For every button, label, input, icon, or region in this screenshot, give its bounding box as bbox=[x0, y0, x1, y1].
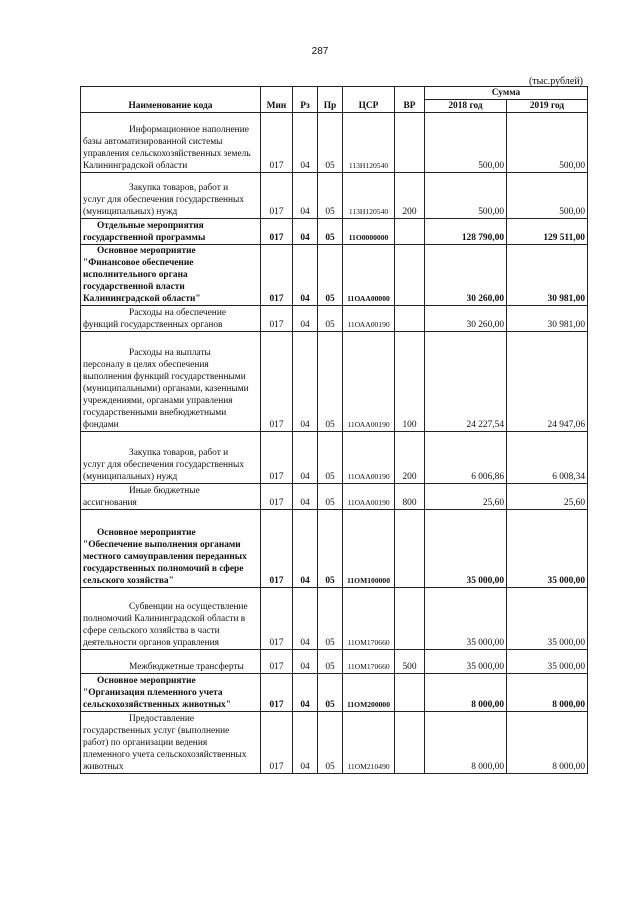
row-name bbox=[81, 712, 261, 774]
table-row bbox=[81, 113, 588, 173]
row-name-line: выполнения функций государственными bbox=[83, 372, 246, 382]
table-row bbox=[81, 674, 588, 712]
row-name bbox=[81, 173, 261, 219]
cell-min: 017 bbox=[261, 484, 293, 510]
cell-y2019: 25,60 bbox=[507, 484, 588, 510]
row-name-line: Субвенции на осуществление bbox=[129, 602, 248, 612]
cell-y2018: 30 260,00 bbox=[425, 306, 507, 332]
cell-pr: 05 bbox=[318, 113, 343, 173]
cell-vr: 800 bbox=[395, 484, 425, 510]
cell-pr: 05 bbox=[318, 712, 343, 774]
table-row bbox=[81, 484, 588, 510]
row-name-line: полномочий Калининградской области в bbox=[83, 614, 246, 624]
cell-pr: 05 bbox=[318, 306, 343, 332]
row-name-line: животных bbox=[83, 762, 124, 772]
row-name bbox=[81, 306, 261, 332]
table-row bbox=[81, 650, 588, 674]
cell-rz: 04 bbox=[293, 306, 318, 332]
row-name bbox=[81, 245, 261, 306]
row-name-line: местного самоуправления переданных bbox=[83, 552, 247, 562]
cell-vr bbox=[395, 712, 425, 774]
header-name: Наименование кода bbox=[81, 87, 261, 113]
cell-y2018: 35 000,00 bbox=[425, 650, 507, 674]
row-name-line: учреждениями, органами управления bbox=[83, 396, 233, 406]
row-name-line: деятельности органов управления bbox=[83, 638, 219, 648]
table-row bbox=[81, 173, 588, 219]
row-name-line: Основное мероприятие bbox=[97, 528, 196, 538]
cell-csr: 11ОАА00190 bbox=[343, 432, 395, 484]
row-name-line: ассигнования bbox=[83, 498, 137, 508]
cell-pr: 05 bbox=[318, 173, 343, 219]
row-name-line: (муниципальными) органами, казенными bbox=[83, 384, 249, 394]
header-vr: ВР bbox=[395, 87, 425, 113]
header-pr: Пр bbox=[318, 87, 343, 113]
cell-min: 017 bbox=[261, 674, 293, 712]
cell-pr: 05 bbox=[318, 245, 343, 306]
cell-rz: 04 bbox=[293, 113, 318, 173]
cell-pr: 05 bbox=[318, 588, 343, 650]
row-name-line: исполнительного органа bbox=[83, 270, 188, 280]
row-name-line: (муниципальных) нужд bbox=[83, 472, 178, 482]
cell-y2018: 25,60 bbox=[425, 484, 507, 510]
cell-y2018: 500,00 bbox=[425, 113, 507, 173]
header-2018: 2018 год bbox=[425, 100, 507, 113]
cell-min: 017 bbox=[261, 510, 293, 588]
cell-min: 017 bbox=[261, 650, 293, 674]
cell-pr: 05 bbox=[318, 650, 343, 674]
row-name bbox=[81, 588, 261, 650]
row-name-line: государственных полномочий в сфере bbox=[83, 564, 244, 574]
cell-min: 017 bbox=[261, 219, 293, 245]
row-name-line: Расходы на обеспечение bbox=[129, 308, 226, 318]
row-name-line: Калининградской области" bbox=[83, 294, 201, 304]
row-name bbox=[81, 510, 261, 588]
row-name-line: Межбюджетные трансферты bbox=[129, 662, 244, 672]
row-name-line: Предоставление bbox=[129, 714, 195, 724]
cell-y2019: 24 947,06 bbox=[507, 332, 588, 432]
row-name-line: государственными внебюджетными bbox=[83, 408, 227, 418]
cell-vr bbox=[395, 113, 425, 173]
cell-y2019: 30 981,00 bbox=[507, 306, 588, 332]
cell-csr: 11ОМ200000 bbox=[343, 674, 395, 712]
cell-y2018: 30 260,00 bbox=[425, 245, 507, 306]
row-name bbox=[81, 484, 261, 510]
row-name-line: государственных услуг (выполнение bbox=[83, 726, 230, 736]
table-row bbox=[81, 332, 588, 432]
header-csr: ЦСР bbox=[343, 87, 395, 113]
row-name bbox=[81, 113, 261, 173]
header-sum: Сумма bbox=[425, 87, 588, 100]
row-name-line: Основное мероприятие bbox=[97, 676, 196, 686]
units-label: (тыс.рублей) bbox=[528, 76, 583, 87]
header-min: Мин bbox=[261, 87, 293, 113]
row-name-line: Расходы на выплаты bbox=[129, 348, 211, 358]
cell-csr: 11ОМ100000 bbox=[343, 510, 395, 588]
table-header bbox=[81, 87, 588, 113]
cell-y2019: 8 000,00 bbox=[507, 674, 588, 712]
row-name-line: племенного учета сельскохозяйственных bbox=[83, 750, 247, 760]
cell-pr: 05 bbox=[318, 510, 343, 588]
table-row bbox=[81, 432, 588, 484]
cell-csr: 11ОМ210490 bbox=[343, 712, 395, 774]
cell-y2018: 6 006,86 bbox=[425, 432, 507, 484]
row-name bbox=[81, 332, 261, 432]
cell-rz: 04 bbox=[293, 712, 318, 774]
header-rz: Рз bbox=[293, 87, 318, 113]
table-row bbox=[81, 306, 588, 332]
row-name-line: сельского хозяйства" bbox=[83, 576, 174, 586]
header-2019: 2019 год bbox=[507, 100, 588, 113]
cell-y2018: 35 000,00 bbox=[425, 588, 507, 650]
cell-min: 017 bbox=[261, 332, 293, 432]
row-name bbox=[81, 674, 261, 712]
cell-min: 017 bbox=[261, 712, 293, 774]
row-name-line: функций государственных органов bbox=[83, 320, 223, 330]
cell-vr: 200 bbox=[395, 432, 425, 484]
row-name-line: Информационное наполнение bbox=[129, 125, 249, 135]
cell-pr: 05 bbox=[318, 219, 343, 245]
cell-csr: 11О0000000 bbox=[343, 219, 395, 245]
cell-csr: 113Н120540 bbox=[343, 113, 395, 173]
row-name-line: государственной программы bbox=[83, 233, 206, 243]
cell-vr bbox=[395, 510, 425, 588]
cell-y2019: 500,00 bbox=[507, 173, 588, 219]
table-row bbox=[81, 712, 588, 774]
cell-y2018: 8 000,00 bbox=[425, 674, 507, 712]
cell-vr bbox=[395, 219, 425, 245]
cell-vr: 100 bbox=[395, 332, 425, 432]
cell-pr: 05 bbox=[318, 432, 343, 484]
row-name-line: "Финансовое обеспечение bbox=[83, 258, 194, 268]
cell-min: 017 bbox=[261, 245, 293, 306]
row-name-line: персоналу в целях обеспечения bbox=[83, 360, 209, 370]
cell-rz: 04 bbox=[293, 219, 318, 245]
cell-vr bbox=[395, 674, 425, 712]
row-name-line: услуг для обеспечения государственных bbox=[83, 460, 245, 470]
cell-vr bbox=[395, 306, 425, 332]
cell-rz: 04 bbox=[293, 332, 318, 432]
cell-min: 017 bbox=[261, 173, 293, 219]
cell-y2018: 35 000,00 bbox=[425, 510, 507, 588]
cell-rz: 04 bbox=[293, 674, 318, 712]
cell-csr: 113Н120540 bbox=[343, 173, 395, 219]
cell-rz: 04 bbox=[293, 588, 318, 650]
page-number: 287 bbox=[311, 46, 329, 57]
cell-min: 017 bbox=[261, 432, 293, 484]
cell-pr: 05 bbox=[318, 332, 343, 432]
cell-csr: 11ОАА00190 bbox=[343, 484, 395, 510]
cell-y2018: 24 227,54 bbox=[425, 332, 507, 432]
cell-vr: 500 bbox=[395, 650, 425, 674]
row-name-line: Основное мероприятие bbox=[97, 246, 196, 256]
row-name-line: (муниципальных) нужд bbox=[83, 207, 178, 217]
cell-y2019: 35 000,00 bbox=[507, 510, 588, 588]
cell-pr: 05 bbox=[318, 674, 343, 712]
row-name-line: сфере сельского хозяйства в части bbox=[83, 626, 220, 636]
row-name-line: государственной власти bbox=[83, 282, 185, 292]
row-name-line: Калининградской области bbox=[83, 161, 188, 171]
cell-rz: 04 bbox=[293, 245, 318, 306]
cell-csr: 11ОМ170660 bbox=[343, 588, 395, 650]
cell-min: 017 bbox=[261, 306, 293, 332]
cell-y2018: 500,00 bbox=[425, 173, 507, 219]
cell-y2019: 35 000,00 bbox=[507, 650, 588, 674]
cell-pr: 05 bbox=[318, 484, 343, 510]
cell-y2018: 128 790,00 bbox=[425, 219, 507, 245]
cell-csr: 11ОАА00000 bbox=[343, 245, 395, 306]
cell-vr bbox=[395, 245, 425, 306]
table-row bbox=[81, 245, 588, 306]
table-body bbox=[81, 113, 588, 774]
row-name-line: Закупка товаров, работ и bbox=[129, 183, 229, 193]
row-name-line: Отдельные мероприятия bbox=[97, 221, 204, 231]
cell-y2019: 500,00 bbox=[507, 113, 588, 173]
row-name-line: "Обеспечение выполнения органами bbox=[83, 540, 241, 550]
cell-csr: 11ОАА00190 bbox=[343, 306, 395, 332]
cell-rz: 04 bbox=[293, 173, 318, 219]
row-name-line: услуг для обеспечения государственных bbox=[83, 195, 245, 205]
cell-csr: 11ОМ170660 bbox=[343, 650, 395, 674]
row-name-line: базы автоматизированной системы bbox=[83, 137, 223, 147]
row-name bbox=[81, 650, 261, 674]
budget-table bbox=[80, 86, 588, 774]
row-name-line: Иные бюджетные bbox=[129, 486, 200, 496]
row-name-line: "Организация племенного учета bbox=[83, 688, 223, 698]
cell-y2019: 129 511,00 bbox=[507, 219, 588, 245]
row-name-line: управления сельскохозяйственных земель bbox=[83, 149, 251, 159]
cell-y2019: 8 000,00 bbox=[507, 712, 588, 774]
table-row bbox=[81, 510, 588, 588]
row-name-line: Закупка товаров, работ и bbox=[129, 448, 229, 458]
cell-y2019: 35 000,00 bbox=[507, 588, 588, 650]
cell-vr bbox=[395, 588, 425, 650]
row-name bbox=[81, 432, 261, 484]
cell-vr: 200 bbox=[395, 173, 425, 219]
cell-min: 017 bbox=[261, 588, 293, 650]
cell-y2019: 30 981,00 bbox=[507, 245, 588, 306]
cell-y2018: 8 000,00 bbox=[425, 712, 507, 774]
table-row bbox=[81, 588, 588, 650]
cell-rz: 04 bbox=[293, 650, 318, 674]
row-name-line: работ) по организации ведения bbox=[83, 738, 208, 748]
table-row bbox=[81, 219, 588, 245]
cell-rz: 04 bbox=[293, 432, 318, 484]
row-name-line: фондами bbox=[83, 420, 119, 430]
cell-rz: 04 bbox=[293, 510, 318, 588]
row-name-line: сельскохозяйственных животных" bbox=[83, 700, 231, 710]
cell-csr: 11ОАА00190 bbox=[343, 332, 395, 432]
row-name bbox=[81, 219, 261, 245]
cell-min: 017 bbox=[261, 113, 293, 173]
cell-rz: 04 bbox=[293, 484, 318, 510]
cell-y2019: 6 008,34 bbox=[507, 432, 588, 484]
